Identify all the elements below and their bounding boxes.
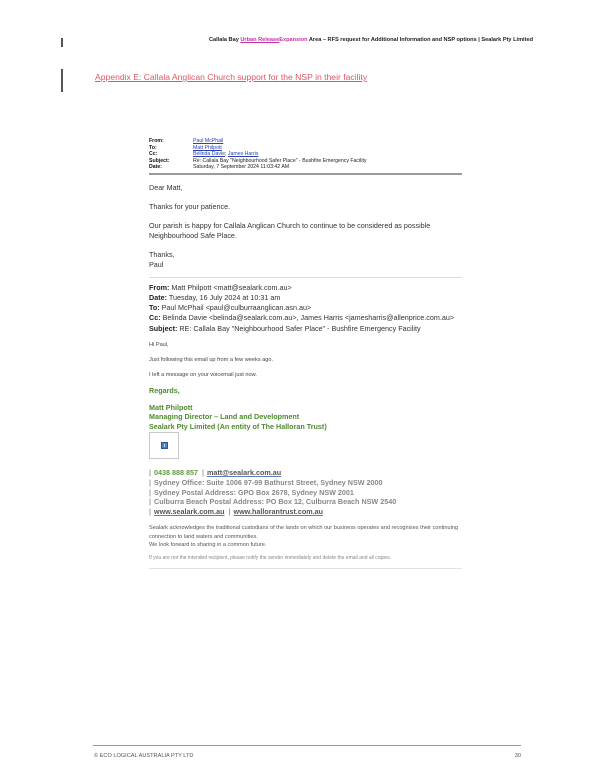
- greeting: Dear Matt,: [149, 182, 183, 192]
- quoted-to: To: Paul McPhail <paul@culburraanglican.asn.au>: [149, 303, 312, 313]
- image-icon: [161, 442, 168, 449]
- contact-block: [149, 468, 464, 516]
- header-suffix: Area – RFS request for Additional Information and NSP options | Sealark Pty Limited: [307, 37, 533, 43]
- subject-value: Re: Callala Bay "Neighbourhood Safer Place" - Bushfire Emergency Facility: [193, 157, 367, 164]
- disclaimer: If you are not the intended recipient, please notify the sender immediately and delete the email and all copies.: [149, 555, 392, 561]
- page-number: 30: [514, 753, 521, 759]
- greeting: Hi Paul,: [149, 342, 169, 349]
- websites-line: | www.sealark.com.au | www.hallorantrust.com.au: [149, 506, 324, 516]
- ack-text: We look forward to sharing in a common future.: [149, 541, 267, 548]
- sydney-postal: | Sydney Postal Address: GPO Box 2678, Sydney NSW 2001: [149, 487, 354, 497]
- quoted-headers: [149, 283, 464, 334]
- culburra-postal: | Culburra Beach Postal Address: PO Box 12, Culburra Beach NSW 2540: [149, 497, 397, 507]
- quoted-date: Date: Tuesday, 16 July 2024 at 10:31 am: [149, 292, 281, 302]
- email-header-from: [149, 138, 464, 145]
- header-key: To:: [149, 144, 157, 151]
- quoted-cc: Cc: Belinda Davie <belinda@sealark.com.au>, James Harris <jamesharris@allenprice.com.au>: [149, 313, 455, 323]
- acknowledgement: [149, 524, 464, 549]
- header-key: Subject:: [149, 157, 170, 164]
- footer-copyright: © ECO LOGICAL AUSTRALIA PTY LTD: [94, 753, 194, 759]
- from-link[interactable]: Paul McPhail: [193, 138, 224, 144]
- sig-company: Sealark Pty Limited (An entity of The Halloran Trust): [149, 421, 327, 431]
- paragraph: Our parish is happy for Callala Anglican Church to continue to be considered as possible Neighbourhood Safe Place.: [149, 220, 431, 240]
- reply-body: [149, 183, 464, 270]
- regards: Regards,: [149, 386, 180, 396]
- email-link[interactable]: matt@sealark.com.au: [207, 468, 282, 478]
- paragraph: Thanks for your patience.: [149, 201, 231, 211]
- quoted-subject: Subject: RE: Callala Bay "Neighbourhood Safer Place" - Bushfire Emergency Facility: [149, 323, 421, 333]
- contact-phone-line: | 0438 888 857 | matt@sealark.com.au: [149, 468, 282, 478]
- appendix-title: Appendix E: Callala Anglican Church support for the NSP in their facility: [95, 72, 368, 82]
- phone-number: 0438 888 857: [154, 468, 198, 478]
- header-prefix: Callala Bay: [208, 37, 241, 43]
- sydney-office: | Sydney Office: Suite 1006 97-99 Bathurst Street, Sydney NSW 2000: [149, 478, 383, 488]
- website-link-halloran[interactable]: www.hallorantrust.com.au: [233, 506, 324, 516]
- date-value: Saturday, 7 September 2024 11:03:42 AM: [193, 164, 290, 171]
- sig-title: Managing Director – Land and Development: [149, 412, 300, 422]
- broken-image-placeholder: [149, 432, 179, 459]
- running-header: [188, 37, 533, 43]
- quoted-from: From: Matt Philpott <matt@sealark.com.au>: [149, 282, 292, 292]
- email-header-subject: [149, 158, 464, 165]
- change-bar: [61, 38, 63, 47]
- end-divider: [149, 568, 462, 569]
- header-tracked-deletion: Urban Release: [240, 37, 280, 43]
- header-divider: [149, 173, 462, 175]
- email-header-cc: Cc: Belinda Davie; James Harris: [149, 151, 259, 158]
- ack-text: Sealark acknowledges the traditional custodians of the lands on which our business operates and recognises their continuing connection to land waters and communities.: [149, 525, 459, 540]
- header-key: Date:: [149, 164, 162, 171]
- quoted-body: [149, 342, 464, 379]
- footer-rule: [93, 745, 521, 746]
- header-tracked-insertion: Expansion: [279, 37, 308, 43]
- cc-link-james[interactable]: James Harris: [227, 151, 259, 158]
- website-link-sealark[interactable]: www.sealark.com.au: [154, 506, 225, 516]
- header-key: Cc:: [149, 151, 158, 158]
- email-header-to: [149, 145, 464, 152]
- cc-link-belinda[interactable]: Belinda Davie: [193, 151, 226, 158]
- change-bar: [61, 69, 63, 92]
- closing: Thanks,: [149, 249, 175, 259]
- header-key: From:: [149, 138, 164, 144]
- paragraph: Just following this email up from a few weeks ago.: [149, 357, 274, 364]
- email-header-date: [149, 164, 464, 171]
- signature: Paul: [149, 259, 164, 269]
- to-link[interactable]: Matt Philpott: [193, 144, 222, 151]
- sig-name: Matt Philpott: [149, 402, 193, 412]
- email-header-table: [149, 138, 464, 171]
- paragraph: I left a message on your voicemail just now.: [149, 372, 257, 379]
- quote-divider: [149, 277, 462, 278]
- email-screenshot: [149, 138, 464, 569]
